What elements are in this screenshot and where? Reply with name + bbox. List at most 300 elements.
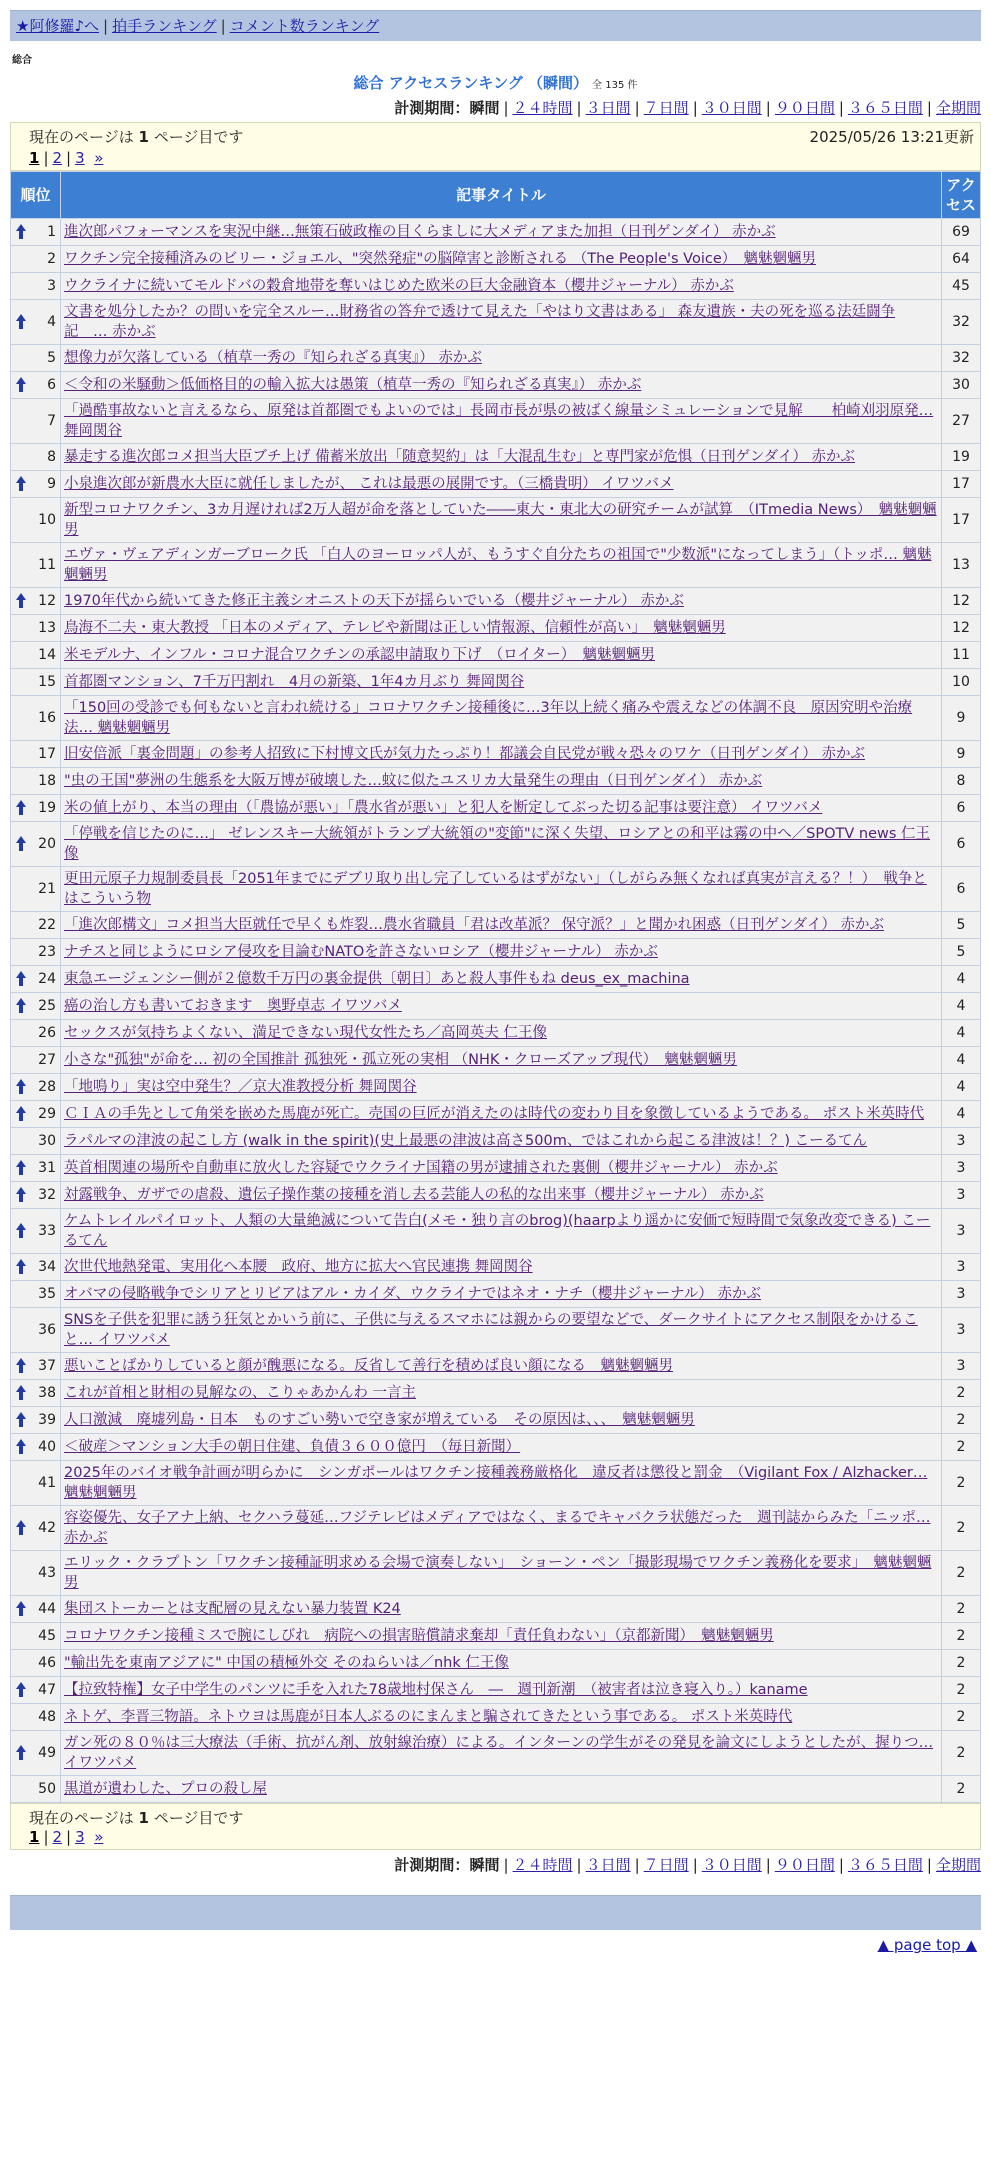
article-title-link[interactable]: 集団ストーカーとは支配層の見えない暴力装置 K24 bbox=[64, 1601, 401, 1617]
pager-current: 1 bbox=[29, 1828, 40, 1846]
period-separator: | bbox=[926, 99, 932, 117]
table-row bbox=[11, 1353, 981, 1380]
period-separator: | bbox=[576, 1856, 582, 1874]
table-row bbox=[11, 1209, 981, 1254]
table-row bbox=[11, 1596, 981, 1623]
total-count: 全 135 件 bbox=[592, 80, 638, 91]
period-option-7[interactable]: 全期間 bbox=[935, 1856, 981, 1874]
article-title-link[interactable]: 1970年代から続いてきた修正主義シオニストの天下が揺らいでいる（櫻井ジャーナル） 赤かぶ bbox=[64, 593, 684, 609]
rank-number: 16 bbox=[38, 710, 56, 726]
article-title-link[interactable]: 癌の治し方も書いておきます 奥野卓志 イワツバメ bbox=[64, 998, 402, 1014]
access-count: 13 bbox=[942, 543, 981, 588]
breadcrumb: 総合 bbox=[12, 55, 32, 66]
updated-timestamp: 2025/05/26 13:21更新 bbox=[809, 128, 974, 146]
rank-number: 27 bbox=[38, 1052, 56, 1068]
access-count: 10 bbox=[942, 669, 981, 696]
table-row bbox=[11, 273, 981, 300]
article-title-link[interactable]: ＣＩＡの手先として角栄を嵌めた馬鹿が死亡。売国の巨匠が消えたのは時代の変わり目を象徴しているようである。 ポスト米英時代 bbox=[64, 1106, 925, 1122]
header-access: アクセス bbox=[942, 172, 981, 219]
article-title-link[interactable]: "輸出先を東南アジアに" 中国の積極外交 そのねらいは／nhk 仁王像 bbox=[64, 1655, 509, 1671]
table-row bbox=[11, 1047, 981, 1074]
rank-cell bbox=[11, 1254, 61, 1281]
header-rank: 順位 bbox=[11, 172, 61, 219]
title-cell bbox=[61, 372, 942, 399]
rank-number: 46 bbox=[38, 1655, 56, 1671]
title-cell bbox=[61, 966, 942, 993]
article-title-link[interactable]: ネトゲ、李晋三物語。ネトウヨは馬鹿が日本人ぶるのにまんまと騙されてきたという事である。 ポスト米英時代 bbox=[64, 1709, 793, 1725]
rank-number: 34 bbox=[38, 1259, 56, 1275]
period-option-2[interactable]: ３日間 bbox=[585, 1856, 631, 1874]
period-option-4[interactable]: ３０日間 bbox=[701, 99, 762, 117]
access-count: 2 bbox=[942, 1704, 981, 1731]
table-row bbox=[11, 1380, 981, 1407]
access-count: 4 bbox=[942, 1047, 981, 1074]
table-row bbox=[11, 1074, 981, 1101]
access-count: 17 bbox=[942, 471, 981, 498]
rank-cell bbox=[11, 498, 61, 543]
title-cell bbox=[61, 1182, 942, 1209]
title-cell bbox=[61, 993, 942, 1020]
rank-number: 47 bbox=[38, 1682, 56, 1698]
rank-number: 12 bbox=[38, 593, 56, 609]
period-separator: | bbox=[576, 99, 582, 117]
access-count: 12 bbox=[942, 588, 981, 615]
access-count: 2 bbox=[942, 1380, 981, 1407]
title-cell bbox=[61, 1407, 942, 1434]
period-option-2[interactable]: ３日間 bbox=[585, 99, 631, 117]
access-count: 3 bbox=[942, 1353, 981, 1380]
article-title-link[interactable]: 文書を処分したか？の問いを完全スルー…財務省の答弁で透けて見えた「やはり文書はある」 森友遺族・夫の死を巡る法廷闘争記 … 赤かぶ bbox=[64, 304, 896, 340]
table-row bbox=[11, 372, 981, 399]
period-separator: | bbox=[926, 1856, 932, 1874]
article-title-link[interactable]: ワクチン完全接種済みのビリー・ジョエル、"突然発症"の脳障害と診断される （The People's Voice） 魑魅魍魎男 bbox=[64, 251, 817, 267]
access-count: 11 bbox=[942, 642, 981, 669]
rank-cell bbox=[11, 1704, 61, 1731]
period-current: 瞬間 bbox=[469, 99, 500, 117]
rank-cell bbox=[11, 1776, 61, 1803]
article-title-link[interactable]: 米モデルナ、インフル・コロナ混合ワクチンの承認申請取り下げ （ロイター） 魑魅魍魎男 bbox=[64, 647, 656, 663]
table-row bbox=[11, 822, 981, 867]
access-count: 2 bbox=[942, 1650, 981, 1677]
article-title-link[interactable]: 小泉進次郎が新農水大臣に就任しましたが、 これは最悪の展開です。（三橋貴明） イワツバメ bbox=[64, 476, 674, 492]
page-info-text: 現在のページは 1 ページ目です bbox=[29, 128, 244, 146]
article-title-link[interactable]: オバマの侵略戦争でシリアとリビアはアル・カイダ、ウクライナではネオ・ナチ（櫻井ジャーナル） 赤かぶ bbox=[64, 1286, 761, 1302]
access-count: 32 bbox=[942, 345, 981, 372]
article-title-link[interactable]: 人口激減 廃墟列島・日本 ものすごい勢いで空き家が増えている その原因は、、、 魑魅魍魎男 bbox=[64, 1412, 695, 1428]
pager-next[interactable]: » bbox=[94, 1828, 104, 1846]
rank-number: 13 bbox=[38, 620, 56, 636]
pager-separator: | bbox=[66, 149, 72, 167]
article-title-link[interactable]: 「過酷事故ないと言えるなら、原発は首都圏でもよいのでは」長岡市長が県の被ばく線量シミュレーションで見解 柏崎刈羽原発… 舞岡関谷 bbox=[64, 403, 934, 439]
rank-cell bbox=[11, 444, 61, 471]
rank-number: 2 bbox=[47, 251, 56, 267]
title-cell bbox=[61, 1281, 942, 1308]
table-row bbox=[11, 471, 981, 498]
article-title-link[interactable]: 「停戦を信じたのに…」 ゼレンスキー大統領がトランプ大統領の"変節"に深く失望、ロシアとの和平は霧の中へ／SPOTV news 仁王像 bbox=[64, 826, 931, 862]
title-cell bbox=[61, 1254, 942, 1281]
period-option-6[interactable]: ３６５日間 bbox=[847, 99, 923, 117]
title-cell bbox=[61, 498, 942, 543]
article-title-link[interactable]: エヴァ・ヴェアディンガーブローク氏 「白人のヨーロッパ人が、もうすぐ自分たちの祖国で"少数派"になってしまう」（トッポ… 魑魅魍魎男 bbox=[64, 547, 932, 583]
period-option-7[interactable]: 全期間 bbox=[935, 99, 981, 117]
article-title-link[interactable]: ナチスと同じようにロシア侵攻を目論むNATOを許さないロシア（櫻井ジャーナル） 赤かぶ bbox=[64, 944, 658, 960]
rank-number: 32 bbox=[38, 1187, 56, 1203]
rank-cell bbox=[11, 669, 61, 696]
home-link[interactable]: ★阿修羅♪へ bbox=[16, 17, 100, 35]
page-top-link[interactable]: ▲ page top ▲ bbox=[877, 1936, 977, 1954]
access-count: 4 bbox=[942, 993, 981, 1020]
rank-cell bbox=[11, 1623, 61, 1650]
article-title-link[interactable]: SNSを子供を犯罪に誘う狂気とかいう前に、子供に与えるスマホには親からの要望などで、ダークサイトにアクセス制限をかけること… イワツバメ bbox=[64, 1312, 918, 1348]
article-title-link[interactable]: 悪いことばかりしていると顔が醜悪になる。反省して善行を積めば良い顔になる 魑魅魍魎男 bbox=[64, 1358, 673, 1374]
access-count: 2 bbox=[942, 1677, 981, 1704]
rank-number: 33 bbox=[38, 1223, 56, 1239]
period-option-5[interactable]: ９０日間 bbox=[774, 1856, 835, 1874]
article-title-link[interactable]: 「地鳴り」実は空中発生？／京大准教授分析 舞岡関谷 bbox=[64, 1079, 417, 1095]
title-cell bbox=[61, 795, 942, 822]
page-info-box-bottom bbox=[10, 1803, 981, 1850]
article-title-link[interactable]: 英首相関連の場所や自動車に放火した容疑でウクライナ国籍の男が逮捕された裏側（櫻井ジャーナル） 赤かぶ bbox=[64, 1160, 778, 1176]
article-title-link[interactable]: 更田元原子力規制委員長「2051年までにデブリ取り出し完了しているはずがない」（しがらみ無くなれば真実が言える？！） 戦争とはこういう物 bbox=[64, 871, 927, 907]
title-cell bbox=[61, 1506, 942, 1551]
header-title: 記事タイトル bbox=[61, 172, 942, 219]
title-cell bbox=[61, 219, 942, 246]
title-cell bbox=[61, 669, 942, 696]
rank-cell bbox=[11, 219, 61, 246]
period-separator: | bbox=[692, 1856, 698, 1874]
article-title-link[interactable]: 黒道が遺わした、プロの殺し屋 bbox=[64, 1781, 267, 1797]
table-row bbox=[11, 615, 981, 642]
table-row bbox=[11, 993, 981, 1020]
access-count: 4 bbox=[942, 1020, 981, 1047]
access-count: 3 bbox=[942, 1182, 981, 1209]
rank-cell bbox=[11, 1281, 61, 1308]
period-separator: | bbox=[503, 99, 509, 117]
table-row bbox=[11, 669, 981, 696]
access-count: 2 bbox=[942, 1623, 981, 1650]
article-title-link[interactable]: 容姿優先、女子アナ上納、セクハラ蔓延…フジテレビはメディアではなく、まるでキャバクラ状態だった 週刊誌からみた「ニッポ… 赤かぶ bbox=[64, 1510, 931, 1546]
table-row bbox=[11, 1704, 981, 1731]
access-count: 3 bbox=[942, 1308, 981, 1353]
article-title-link[interactable]: ラパルマの津波の起こし方 (walk in the spirit)(史上最悪の津波は高さ500m、ではこれから起こる津波は！？) こーるてん bbox=[64, 1133, 867, 1149]
rank-cell bbox=[11, 912, 61, 939]
table-row bbox=[11, 912, 981, 939]
access-count: 3 bbox=[942, 1155, 981, 1182]
rank-cell bbox=[11, 300, 61, 345]
page-info-box-top bbox=[10, 122, 981, 171]
title-cell bbox=[61, 471, 942, 498]
table-row bbox=[11, 444, 981, 471]
rank-number: 18 bbox=[38, 773, 56, 789]
nav-separator: | bbox=[103, 17, 109, 35]
rank-cell bbox=[11, 1020, 61, 1047]
rank-number: 38 bbox=[38, 1385, 56, 1401]
access-count: 32 bbox=[942, 300, 981, 345]
period-separator: | bbox=[765, 1856, 771, 1874]
table-header-row bbox=[11, 172, 981, 219]
rank-number: 31 bbox=[38, 1160, 56, 1176]
rank-cell bbox=[11, 1074, 61, 1101]
access-count: 17 bbox=[942, 498, 981, 543]
article-title-link[interactable]: 鳥海不二夫・東大教授 「日本のメディア、テレビや新聞は正しい情報源、信頼性が高い」 魑魅魍魎男 bbox=[64, 620, 726, 636]
article-title-link[interactable]: ウクライナに続いてモルドバの穀倉地帯を奪いはじめた欧米の巨大金融資本（櫻井ジャーナル） 赤かぶ bbox=[64, 278, 734, 294]
pager-link-3[interactable]: 3 bbox=[75, 149, 85, 167]
rank-number: 44 bbox=[38, 1601, 56, 1617]
article-title-link[interactable]: 次世代地熱発電、実用化へ本腰 政府、地方に拡大へ官民連携 舞岡関谷 bbox=[64, 1259, 533, 1275]
rank-cell bbox=[11, 1209, 61, 1254]
page-title-row bbox=[10, 72, 981, 93]
rank-number: 5 bbox=[47, 350, 56, 366]
rank-cell bbox=[11, 1506, 61, 1551]
table-row bbox=[11, 1155, 981, 1182]
title-cell bbox=[61, 1461, 942, 1506]
pager-link-2[interactable]: 2 bbox=[52, 149, 63, 167]
period-label: 計測期間： bbox=[394, 1856, 470, 1874]
rank-cell bbox=[11, 399, 61, 444]
table-row bbox=[11, 1281, 981, 1308]
rank-cell bbox=[11, 1380, 61, 1407]
access-count: 2 bbox=[942, 1434, 981, 1461]
table-row bbox=[11, 1182, 981, 1209]
title-cell bbox=[61, 1074, 942, 1101]
title-cell bbox=[61, 1650, 942, 1677]
access-count: 6 bbox=[942, 822, 981, 867]
period-separator: | bbox=[634, 99, 640, 117]
article-title-link[interactable]: 「進次郎構文」コメ担当大臣就任で早くも炸裂…農水省職員「君は改革派？ 保守派？」と聞かれ困惑（日刊ゲンダイ） 赤かぶ bbox=[64, 917, 885, 933]
table-row bbox=[11, 1677, 981, 1704]
period-separator: | bbox=[838, 99, 844, 117]
access-count: 4 bbox=[942, 966, 981, 993]
table-row bbox=[11, 1308, 981, 1353]
title-cell bbox=[61, 1623, 942, 1650]
title-cell bbox=[61, 912, 942, 939]
rank-cell bbox=[11, 822, 61, 867]
table-row bbox=[11, 1434, 981, 1461]
table-row bbox=[11, 939, 981, 966]
article-title-link[interactable]: 進次郎パフォーマンスを実況中継…無策石破政権の目くらましに大メディアまた加担（日刊ゲンダイ） 赤かぶ bbox=[64, 224, 776, 240]
title-cell bbox=[61, 1047, 942, 1074]
rank-cell bbox=[11, 1128, 61, 1155]
period-option-4[interactable]: ３０日間 bbox=[701, 1856, 762, 1874]
rank-cell bbox=[11, 273, 61, 300]
rank-number: 36 bbox=[38, 1322, 56, 1338]
article-title-link[interactable]: 首都圏マンション、7千万円割れ 4月の新築、1年4カ月ぶり 舞岡関谷 bbox=[64, 674, 525, 690]
footer-bar bbox=[10, 1895, 981, 1930]
rank-number: 42 bbox=[38, 1520, 56, 1536]
rank-number: 1 bbox=[47, 224, 56, 240]
pager-link-3[interactable]: 3 bbox=[75, 1828, 85, 1846]
access-count: 4 bbox=[942, 1074, 981, 1101]
title-cell bbox=[61, 696, 942, 741]
title-cell bbox=[61, 1209, 942, 1254]
title-cell bbox=[61, 1731, 942, 1776]
article-title-link[interactable]: 米の値上がり、本当の理由（「農協が悪い」「農水省が悪い」と犯人を断定してぶった切る記事は要注意） イワツバメ bbox=[64, 800, 823, 816]
article-title-link[interactable]: これが首相と財相の見解なの、こりゃあかんわ 一言主 bbox=[64, 1385, 417, 1401]
title-cell bbox=[61, 1596, 942, 1623]
rank-cell bbox=[11, 1308, 61, 1353]
period-separator: | bbox=[503, 1856, 509, 1874]
title-cell bbox=[61, 273, 942, 300]
rank-number: 26 bbox=[38, 1025, 56, 1041]
table-row bbox=[11, 1461, 981, 1506]
period-option-3[interactable]: ７日間 bbox=[643, 1856, 689, 1874]
article-title-link[interactable]: 新型コロナワクチン、3カ月遅ければ2万人超が命を落としていた――東大・東北大の研究チームが試算 （ITmedia News） 魑魅魍魎男 bbox=[64, 502, 937, 538]
rank-cell bbox=[11, 939, 61, 966]
access-count: 2 bbox=[942, 1407, 981, 1434]
table-row bbox=[11, 1407, 981, 1434]
article-title-link[interactable]: 東急エージェンシー側が２億数千万円の裏金提供〔朝日〕あと殺人事件もね deus_ex_machina bbox=[64, 971, 690, 987]
access-count: 5 bbox=[942, 939, 981, 966]
rank-number: 11 bbox=[38, 557, 56, 573]
clap-ranking-link[interactable]: 拍手ランキング bbox=[112, 17, 217, 35]
access-count: 8 bbox=[942, 768, 981, 795]
period-option-3[interactable]: ７日間 bbox=[643, 99, 689, 117]
rank-number: 25 bbox=[38, 998, 56, 1014]
title-cell bbox=[61, 1434, 942, 1461]
pager-next[interactable]: » bbox=[94, 149, 104, 167]
table-row bbox=[11, 1623, 981, 1650]
period-label: 計測期間： bbox=[394, 99, 470, 117]
rank-number: 9 bbox=[47, 476, 56, 492]
rank-cell bbox=[11, 1353, 61, 1380]
table-row bbox=[11, 1101, 981, 1128]
period-option-1[interactable]: ２４時間 bbox=[512, 1856, 573, 1874]
rank-number: 39 bbox=[38, 1412, 56, 1428]
rank-number: 22 bbox=[38, 917, 56, 933]
nav-separator: | bbox=[220, 17, 226, 35]
period-separator: | bbox=[838, 1856, 844, 1874]
title-cell bbox=[61, 642, 942, 669]
table-row bbox=[11, 768, 981, 795]
rank-cell bbox=[11, 345, 61, 372]
table-row bbox=[11, 219, 981, 246]
period-selector-top bbox=[10, 97, 981, 118]
rank-number: 48 bbox=[38, 1709, 56, 1725]
title-cell bbox=[61, 399, 942, 444]
top-nav-bar bbox=[10, 10, 981, 41]
article-title-link[interactable]: ガン死の８０％は三大療法（手術、抗がん剤、放射線治療）による。インターンの学生がその発見を論文にしようとしたが、握りつ… イワツバメ bbox=[64, 1735, 934, 1771]
pager-bottom bbox=[29, 1828, 974, 1846]
comment-ranking-link[interactable]: コメント数ランキング bbox=[229, 17, 380, 35]
access-count: 19 bbox=[942, 444, 981, 471]
title-cell bbox=[61, 1101, 942, 1128]
rank-number: 30 bbox=[38, 1133, 56, 1149]
rank-number: 8 bbox=[47, 449, 56, 465]
table-row bbox=[11, 399, 981, 444]
article-title-link[interactable]: 小さな"孤独"が命を… 初の全国推計 孤独死・孤立死の実相 （NHK・クローズアップ現代） 魑魅魍魎男 bbox=[64, 1052, 737, 1068]
title-cell bbox=[61, 741, 942, 768]
title-cell bbox=[61, 1155, 942, 1182]
rank-number: 6 bbox=[47, 377, 56, 393]
rank-number: 50 bbox=[38, 1781, 56, 1797]
title-cell bbox=[61, 939, 942, 966]
period-option-6[interactable]: ３６５日間 bbox=[847, 1856, 923, 1874]
page-top-row bbox=[10, 1930, 981, 1960]
title-cell bbox=[61, 867, 942, 912]
rank-number: 43 bbox=[38, 1565, 56, 1581]
title-cell bbox=[61, 768, 942, 795]
period-option-5[interactable]: ９０日間 bbox=[774, 99, 835, 117]
rank-cell bbox=[11, 615, 61, 642]
access-count: 4 bbox=[942, 1101, 981, 1128]
article-title-link[interactable]: コロナワクチン接種ミスで腕にしびれ 病院への損害賠償請求棄却「責任負わない」（京都新聞） 魑魅魍魎男 bbox=[64, 1628, 774, 1644]
rank-cell bbox=[11, 1407, 61, 1434]
title-cell bbox=[61, 1353, 942, 1380]
rank-number: 10 bbox=[38, 512, 56, 528]
page-info-text: 現在のページは 1 ページ目です bbox=[29, 1809, 244, 1827]
table-row bbox=[11, 588, 981, 615]
rank-number: 28 bbox=[38, 1079, 56, 1095]
rank-cell bbox=[11, 1596, 61, 1623]
article-title-link[interactable]: 想像力が欠落している（植草一秀の『知られざる真実』） 赤かぶ bbox=[64, 350, 482, 366]
pager-current: 1 bbox=[29, 149, 40, 167]
rank-number: 17 bbox=[38, 746, 56, 762]
period-separator: | bbox=[765, 99, 771, 117]
article-title-link[interactable]: 旧安倍派「裏金問題」の参考人招致に下村博文氏が気力たっぷり！都議会自民党が戦々恐々のワケ（日刊ゲンダイ） 赤かぶ bbox=[64, 746, 865, 762]
pager-link-2[interactable]: 2 bbox=[52, 1828, 63, 1846]
rank-cell bbox=[11, 696, 61, 741]
period-selector-bottom bbox=[10, 1854, 981, 1875]
access-count: 30 bbox=[942, 372, 981, 399]
rank-cell bbox=[11, 993, 61, 1020]
rank-cell bbox=[11, 768, 61, 795]
rank-cell bbox=[11, 1551, 61, 1596]
rank-cell bbox=[11, 372, 61, 399]
rank-cell bbox=[11, 1047, 61, 1074]
page-title: 総合 アクセスランキング （瞬間） bbox=[353, 74, 589, 92]
access-count: 9 bbox=[942, 696, 981, 741]
article-title-link[interactable]: ＜令和の米騒動＞低価格目的の輸入拡大は愚策（植草一秀の『知られざる真実』） 赤かぶ bbox=[64, 377, 642, 393]
table-row bbox=[11, 543, 981, 588]
rank-cell bbox=[11, 1434, 61, 1461]
ranking-table bbox=[10, 171, 981, 1803]
article-title-link[interactable]: 「150回の受診でも何もないと言われ続ける」コロナワクチン接種後に…3年以上続く痛みや震えなどの体調不良 原因究明や治療法… 魑魅魍魎男 bbox=[64, 700, 913, 736]
article-title-link[interactable]: 2025年のバイオ戦争計画が明らかに シンガポールはワクチン接種義務厳格化 違反者は懲役と罰金 （Vigilant Fox / Alzhacker… 魑魅魍魎男 bbox=[64, 1465, 928, 1501]
pager-top bbox=[29, 149, 974, 167]
article-title-link[interactable]: ケムトレイルパイロット、人類の大量絶滅について告白(メモ・独り言のbrog)(haarpより遥かに安価で短時間で気象改変できる) こーるてん bbox=[64, 1213, 931, 1249]
table-row bbox=[11, 741, 981, 768]
rank-number: 23 bbox=[38, 944, 56, 960]
article-title-link[interactable]: ＜破産＞マンション大手の朝日住建、負債３６００億円 （毎日新聞） bbox=[64, 1439, 521, 1455]
rank-number: 4 bbox=[47, 314, 56, 330]
rank-cell bbox=[11, 795, 61, 822]
table-row bbox=[11, 1128, 981, 1155]
article-title-link[interactable]: 対露戦争、ガザでの虐殺、遺伝子操作薬の接種を消し去る芸能人の私的な出来事（櫻井ジャーナル） 赤かぶ bbox=[64, 1187, 764, 1203]
title-cell bbox=[61, 345, 942, 372]
table-row bbox=[11, 1506, 981, 1551]
article-title-link[interactable]: 【拉致特権】女子中学生のパンツに手を入れた78歳地村保さん ― 週刊新潮 （被害者は泣き寝入り。）kaname bbox=[64, 1682, 808, 1698]
rank-cell bbox=[11, 588, 61, 615]
access-count: 5 bbox=[942, 912, 981, 939]
title-cell bbox=[61, 1128, 942, 1155]
access-count: 2 bbox=[942, 1596, 981, 1623]
current-page-number: 1 bbox=[138, 1809, 149, 1827]
rank-number: 29 bbox=[38, 1106, 56, 1122]
article-title-link[interactable]: "虫の王国"夢洲の生態系を大阪万博が破壊した…蚊に似たユスリカ大量発生の理由（日刊ゲンダイ） 赤かぶ bbox=[64, 773, 763, 789]
article-title-link[interactable]: 暴走する進次郎コメ担当大臣ブチ上げ 備蓄米放出「随意契約」は「大混乱生む」と専門家が危惧（日刊ゲンダイ） 赤かぶ bbox=[64, 449, 856, 465]
access-count: 2 bbox=[942, 1776, 981, 1803]
article-title-link[interactable]: エリック・クラプトン「ワクチン接種証明求める会場で演奏しない」 ショーン・ペン「撮影現場でワクチン義務化を要求」 魑魅魍魎男 bbox=[64, 1555, 932, 1591]
table-row bbox=[11, 1020, 981, 1047]
period-option-1[interactable]: ２４時間 bbox=[512, 99, 573, 117]
table-row bbox=[11, 1731, 981, 1776]
table-row bbox=[11, 246, 981, 273]
table-row bbox=[11, 1551, 981, 1596]
table-row bbox=[11, 966, 981, 993]
table-row bbox=[11, 300, 981, 345]
article-title-link[interactable]: セックスが気持ちよくない、満足できない現代女性たち／高岡英夫 仁王像 bbox=[64, 1025, 547, 1041]
rank-number: 24 bbox=[38, 971, 56, 987]
